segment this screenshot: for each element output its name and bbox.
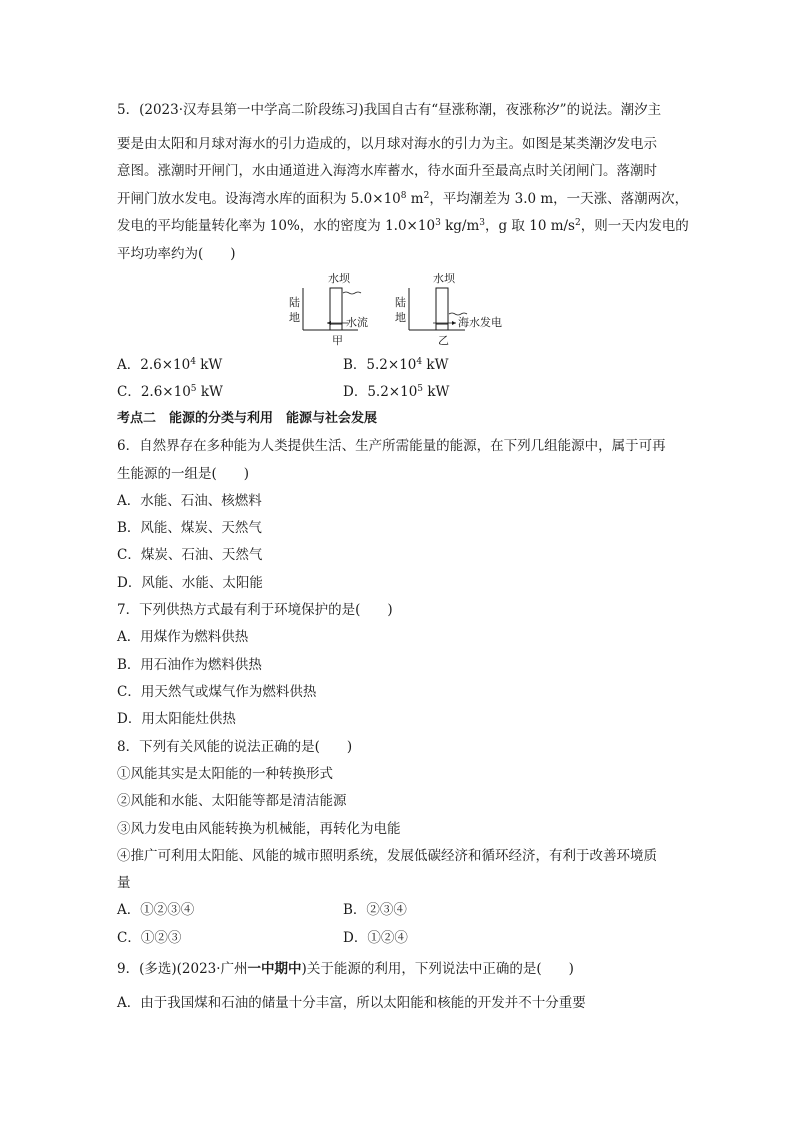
q5-option-a[interactable]: A．$2.6\times 10^4$ kW [117,357,223,373]
q8-option-b[interactable]: B．②③④ [343,902,407,918]
q5-line-4: 开闸门放水发电。设海湾水库的面积为 $5.0\times 10^8$ $m^2$，平均潮差为 3.0 m，一天涨、落潮两次， [117,191,689,207]
q7-option-c[interactable]: C．用天然气或煤气作为燃料供热 [117,684,317,700]
q9-option-a[interactable]: A．由于我国煤和石油的储量十分丰富，所以太阳能和核能的开发并不十分重要 [117,995,586,1011]
q7-option-d[interactable]: D．用太阳能灶供热 [117,711,236,727]
q5-line-6: 平均功率约为( ) [117,246,236,262]
tidal-power-diagram [280,268,520,352]
q8-statement-4: ④推广可利用太阳能、风能的城市照明系统，发展低碳经济和循环经济，有利于改善环境质 [117,848,657,864]
dam-label-left: 水坝 [328,272,350,285]
q8-option-c[interactable]: C．①②③ [117,930,182,946]
q7-line-1: 7．下列供热方式最有利于环境保护的是( ) [117,602,393,618]
q6-line-1: 6．自然界存在多种能为人类提供生活、生产所需能量的能源，在下列几组能源中，属于可再 [117,438,666,454]
q8-line-1: 8．下列有关风能的说法正确的是( ) [117,739,353,755]
q8-option-a[interactable]: A．①②③④ [117,902,195,918]
caption-right: 乙 [438,334,449,347]
power-label: 海水发电 [458,316,502,329]
land-label-right-1: 陆 [395,296,406,309]
q5-line-3: 意图。涨潮时开闸门，水由通道进入海湾水库蓄水，待水面升至最高点时关闭闸门。落潮时 [117,163,657,179]
land-label-left-1: 陆 [289,296,300,309]
q6-option-c[interactable]: C．煤炭、石油、天然气 [117,547,263,563]
q7-option-b[interactable]: B．用石油作为燃料供热 [117,657,262,673]
q5-line-5: 发电的平均能量转化率为 10%，水的密度为 $1.0\times 10^3$ $kg/m^3$，g 取 10 $m/s^2$，则一天内发电的 [117,218,689,234]
q7-option-a[interactable]: A．用煤作为燃料供热 [117,629,249,645]
dam-label-right: 水坝 [433,272,455,285]
q8-statement-3: ③风力发电由风能转换为机械能，再转化为电能 [117,821,401,837]
q8-statement-2: ②风能和水能、太阳能等都是清洁能源 [117,793,347,809]
caption-left: 甲 [332,334,343,347]
q5-option-c[interactable]: C．$2.6\times 10^5$ kW [117,384,223,400]
q5-line-2: 要是由太阳和月球对海水的引力造成的，以月球对海水的引力为主。如图是某类潮汐发电示 [117,136,657,152]
land-label-right-2: 地 [395,311,406,324]
q5-option-d[interactable]: D．$5.2\times 10^5$ kW [343,384,450,400]
q8-statement-1: ①风能其实是太阳能的一种转换形式 [117,766,333,782]
q8-option-d[interactable]: D．①②④ [343,930,408,946]
sea-wave-right [449,313,467,315]
flow-label: 水流 [346,316,368,329]
sea-wave-left [343,292,361,294]
q5-line-1: 5．(2023·汉寿县第一中学高二阶段练习)我国自古有“昼涨称潮，夜涨称汐”的说法。潮汐主 [117,102,662,118]
dam-left [330,288,342,324]
q6-line-2: 生能源的一组是( ) [117,466,250,482]
dam-right [436,288,448,324]
section-heading: 考点二 能源的分类与利用 能源与社会发展 [117,411,378,426]
q6-option-d[interactable]: D．风能、水能、太阳能 [117,575,263,591]
q5-option-b[interactable]: B．$5.2\times 10^4$ kW [343,357,449,373]
q6-option-b[interactable]: B．风能、煤炭、天然气 [117,520,262,536]
land-label-left-2: 地 [289,311,300,324]
q9-line-1: 9．(多选)(2023·广州一中期中)关于能源的利用，下列说法中正确的是( ) [117,961,574,977]
q6-option-a[interactable]: A．水能、石油、核燃料 [117,493,262,509]
q8-statement-4-cont: 量 [117,875,131,891]
